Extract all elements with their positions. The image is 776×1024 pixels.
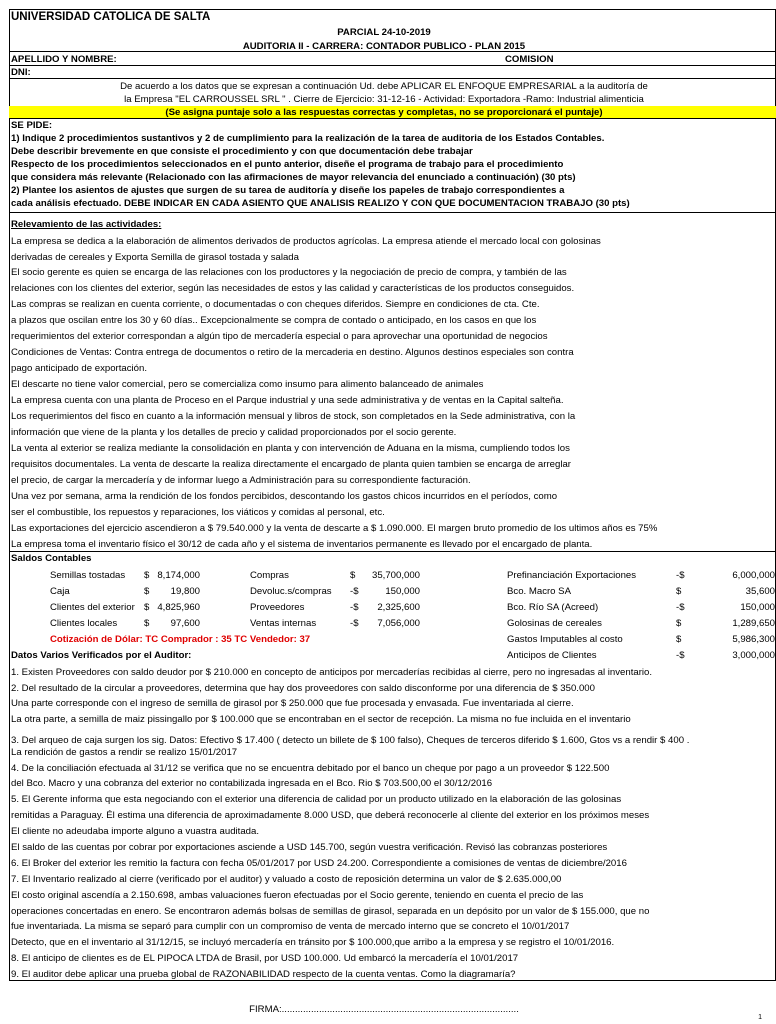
datos-line: El costo original ascendía a 2.150.698, ambas valuaciones fueron efectuadas por el Socio gerente, teniendo en cuenta el precio de las (11, 890, 584, 901)
account-balance: 2,325,600 (377, 602, 420, 613)
signature-line: FIRMA:......................................................................................... (249, 1004, 519, 1015)
relevamiento-line: ser el combustible, los repuestos y reparaciones, los viáticos y comidas al personal, etc. (11, 507, 385, 518)
commission-label: COMISION (505, 54, 554, 65)
account-label: Golosinas de cereales (507, 618, 602, 629)
currency-sign: -$ (350, 586, 359, 597)
currency-sign: -$ (676, 570, 685, 581)
currency-sign: -$ (676, 650, 685, 661)
currency-sign: $ (676, 618, 682, 629)
currency-sign: -$ (676, 602, 685, 613)
saldos-title: Saldos Contables (11, 553, 92, 564)
relevamiento-line: pago anticipado de exportación. (11, 363, 148, 374)
se-pide-title: SE PIDE: (11, 120, 53, 131)
account-balance: 5,986,300 (732, 634, 775, 645)
notice-text: (Se asigna puntaje solo a las respuestas correctas y completas, no se proporcionará el puntaje) (165, 107, 603, 118)
account-label: Clientes del exterior (50, 602, 135, 613)
exchange-rate-note: Cotización de Dólar: TC Comprador : 35 TC Vendedor: 37 (50, 634, 311, 645)
account-label: Bco. Río SA (Acreed) (507, 602, 599, 613)
relevamiento-line: Condiciones de Ventas: Contra entrega de documentos o retiro de la mercaderia en destino. Algunos destinos especiales son contra (11, 347, 574, 358)
account-label: Bco. Macro SA (507, 586, 571, 597)
account-balance: 35,600 (745, 586, 775, 597)
account-balance: 4,825,960 (157, 602, 200, 613)
divider (9, 212, 776, 213)
se-pide-line: Debe describir brevemente en que consiste el procedimiento y con que documentación debe trabajar (11, 146, 473, 157)
relevamiento-line: La empresa cuenta con una planta de Proceso en el Parque industrial y una sede administrativa y de ventas en la Capital salteña. (11, 395, 564, 406)
account-balance: 150,000 (740, 602, 775, 613)
datos-line: 6. El Broker del exterior les remitio la factura con fecha 05/01/2017 por USD 24.200. Correspondiente a comisiones de ventas de diciembre/2016 (11, 858, 627, 869)
relevamiento-line: El socio gerente es quien se encarga de las relaciones con los productores y la negociación de precio de compra, y también de las (11, 267, 567, 278)
relevamiento-line: Una vez por semana, arma la rendición de los fondos percibidos, descontando los gastos chicos incurridos en el períodos, como (11, 491, 558, 502)
datos-line: 9. El auditor debe aplicar una prueba global de RAZONABILIDAD respecto de la cuenta ventas. Como la diagramaría? (11, 969, 516, 980)
account-balance: 7,056,000 (377, 618, 420, 629)
datos-line: Una parte corresponde con el ingreso de semilla de girasol por $ 250.000 que fue procesada y envasada. Fue inventariada al cierre. (11, 698, 574, 709)
datos-line: El saldo de las cuentas por cobrar por exportaciones asciende a USD 145.700, según vuestra verificación. Revisó las cobranzas posteriores (11, 842, 608, 853)
relevamiento-title: Relevamiento de las actividades: (11, 219, 162, 230)
page-number: 1 (758, 1014, 762, 1021)
course-title: AUDITORIA II - CARRERA: CONTADOR PUBLICO - PLAN 2015 (242, 41, 526, 52)
datos-line: El cliente no adeudaba importe alguno a vuastra auditada. (11, 826, 260, 837)
account-label: Gastos Imputables al costo (507, 634, 623, 645)
account-balance: 19,800 (170, 586, 200, 597)
datos-line: La otra parte, a semilla de maiz pissingallo por $ 100.000 que se encontraban en el sector de recepción. La misma no fue incluida en el inventario (11, 714, 631, 725)
relevamiento-line: Las exportaciones del ejercicio ascendieron a $ 79.540.000 y la venta de descarte a $ 1.090.000. El margen bruto promedio de los ultimos años es 75% (11, 523, 658, 534)
account-balance: 97,600 (170, 618, 200, 629)
divider (9, 51, 776, 52)
account-label: Ventas internas (250, 618, 317, 629)
account-balance: 6,000,000 (732, 570, 775, 581)
divider (9, 78, 776, 79)
intro-line: la Empresa "EL CARROUSSEL SRL " . Cierre de Ejercicio: 31-12-16 - Actividad: Exportadora -Ramo: Industrial alimenticia (124, 94, 644, 105)
datos-line: La rendición de gastos a rendir se realizo 15/01/2017 (11, 747, 238, 758)
datos-line: operaciones concertadas en enero. Se encontraron además bolsas de semillas de girasol, separada en un depósito por un valor de $ 155.000, que no (11, 906, 650, 917)
relevamiento-line: relaciones con los clientes del exterior, según las necesidades de estos y las calidad y características de los productos conseguidos. (11, 283, 575, 294)
datos-line: 8. El anticipo de clientes es de EL PIPOCA LTDA de Brasil, por USD 100.000. Ud embarcó la mercadería el 10/01/2017 (11, 953, 519, 964)
datos-line: del Bco. Macro y una cobranza del exterior no contabilizada ingresada en el Bco. Rio $ 703.500,00 el 30/12/2016 (11, 778, 493, 789)
datos-line: remitidas a Paraguay. Él estima una diferencia de aproximadamente 8.000 USD, que deberá reconocerle al cliente del exterior en los próximos meses (11, 810, 650, 821)
datos-line: 1. Existen Proveedores con saldo deudor por $ 210.000 en concepto de anticipos por mercaderías recibidas al cierre, pero no ingresadas al inventario. (11, 667, 653, 678)
currency-sign: -$ (350, 618, 359, 629)
account-label: Compras (250, 570, 289, 581)
relevamiento-line: requisitos documentales. La venta de descarte la realiza directamente el encargado de planta quien tambien se encarga de arreglar (11, 459, 571, 470)
account-label: Semillas tostadas (50, 570, 126, 581)
university-name: UNIVERSIDAD CATOLICA DE SALTA (11, 11, 211, 23)
account-balance: 35,700,000 (371, 570, 420, 581)
currency-sign: $ (676, 586, 682, 597)
relevamiento-line: Las compras se realizan en cuenta corriente, o documentadas o con cheques diferidos. Siempre en condiciones de cta. Cte. (11, 299, 540, 310)
currency-sign: $ (676, 634, 682, 645)
currency-sign: $ (350, 570, 356, 581)
intro-line: De acuerdo a los datos que se expresan a continuación Ud. debe APLICAR EL ENFOQUE EMPRESARIAL a la auditoría de (120, 81, 648, 92)
se-pide-line: Respecto de los procedimientos seleccionados en el punto anterior, diseñe el programa de trabajo para el procedimiento (11, 159, 564, 170)
se-pide-line: 2) Plantee los asientos de ajustes que surgen de su tarea de auditoría y diseñe los papeles de trabajo correspondientes a (11, 185, 565, 196)
datos-line: fue inventariada. La misma se separó para cumplir con un compromiso de venta de mercado interno que se concreto el 10/01/2017 (11, 921, 570, 932)
datos-title: Datos Varios Verificados por el Auditor: (11, 650, 192, 661)
account-balance: 1,289,650 (732, 618, 775, 629)
account-label: Prefinanciación Exportaciones (507, 570, 637, 581)
relevamiento-line: a plazos que oscilan entre los 30 y 60 días.. Excepcionalmente se compra de contado o anticipado, en los casos en que los (11, 315, 537, 326)
datos-line: 4. De la conciliación efectuada al 31/12 se verifica que no se encuentra debitado por el banco un cheque por pago a un proveedor $ 122.500 (11, 763, 610, 774)
account-label: Caja (50, 586, 70, 597)
relevamiento-line: El descarte no tiene valor comercial, pero se comercializa como insumo para alimento balanceado de animales (11, 379, 484, 390)
name-label: APELLIDO Y NOMBRE: (11, 54, 117, 65)
relevamiento-line: La venta al exterior se realiza mediante la consolidación en planta y con intervención de Aduana en la misma, cumpliendo todos los (11, 443, 570, 454)
currency-sign: $ (144, 602, 150, 613)
relevamiento-line: requerimientos del exterior correspondan a algún tipo de mercadería especial o para aprovechar una oportunidad de negocios (11, 331, 548, 342)
account-label: Proveedores (250, 602, 305, 613)
relevamiento-line: el precio, de cargar la mercadería y de informar luego a Administración para su correspondiente facturación. (11, 475, 471, 486)
datos-line: 7. El Inventario realizado al cierre (verificado por el auditor) y valuado a costo de reposición determina un valor de $ 2.635.000,00 (11, 874, 562, 885)
se-pide-line: que considera más relevante (Relacionado con las afirmaciones de mayor relevancia del enunciado a continuación) (30 pts) (11, 172, 576, 183)
datos-line: Detecto, que en el inventario al 31/12/15, se incluyó mercadería en tránsito por $ 100.000,que arribo a la empresa y se registro el 10/01/2016. (11, 937, 615, 948)
relevamiento-line: derivadas de cereales y Exporta Semilla de girasol tostada y salada (11, 252, 299, 263)
currency-sign: -$ (350, 602, 359, 613)
account-label: Devoluc.s/compras (250, 586, 332, 597)
account-balance: 3,000,000 (732, 650, 775, 661)
dni-label: DNI: (11, 67, 31, 78)
account-balance: 150,000 (385, 586, 420, 597)
se-pide-line: 1) Indique 2 procedimientos sustantivos y 2 de cumplimiento para la realización de la tarea de auditoria de los Estados Contables. (11, 133, 605, 144)
datos-line: 3. Del arqueo de caja surgen los sig. Datos: Efectivo $ 17.400 ( detecto un billete de $ 100 falso), Cheques de terceros diferido $ 1.600, Gtos vs a rendir $ 400 . (11, 735, 690, 746)
se-pide-line: cada análisis efectuado. DEBE INDICAR EN CADA ASIENTO QUE ANALISIS REALIZO Y CON QUE DOCUMENTACION TRABAJO (30 pts) (11, 198, 630, 209)
account-balance: 8,174,000 (157, 570, 200, 581)
relevamiento-line: La empresa se dedica a la elaboración de alimentos derivados de productos agrícolas. La empresa atiende el mercado local con golosinas (11, 236, 601, 247)
relevamiento-line: información que viene de la planta y los detalles de precio y calidad proporcionados por el socio gerente. (11, 427, 457, 438)
datos-line: 2. Del resultado de la circular a proveedores, determina que hay dos proveedores con saldo disconforme por una diferencia de $ 350.000 (11, 683, 595, 694)
datos-line: 5. El Gerente informa que esta negociando con el exterior una diferencia de calidad por un producto utilizado en la elaboración de las golosinas (11, 794, 622, 805)
currency-sign: $ (144, 586, 150, 597)
currency-sign: $ (144, 570, 150, 581)
currency-sign: $ (144, 618, 150, 629)
relevamiento-line: Los requerimientos del fisco en cuanto a la información mensual y libros de stock, son completados en la Sede administrativa, con la (11, 411, 576, 422)
account-label: Clientes locales (50, 618, 118, 629)
exam-date: PARCIAL 24-10-2019 (337, 27, 431, 38)
account-label: Anticipos de Clientes (507, 650, 597, 661)
relevamiento-line: La empresa toma el inventario físico el 30/12 de cada año y el sistema de inventarios permanente es llevado por el encargado de planta. (11, 539, 593, 550)
